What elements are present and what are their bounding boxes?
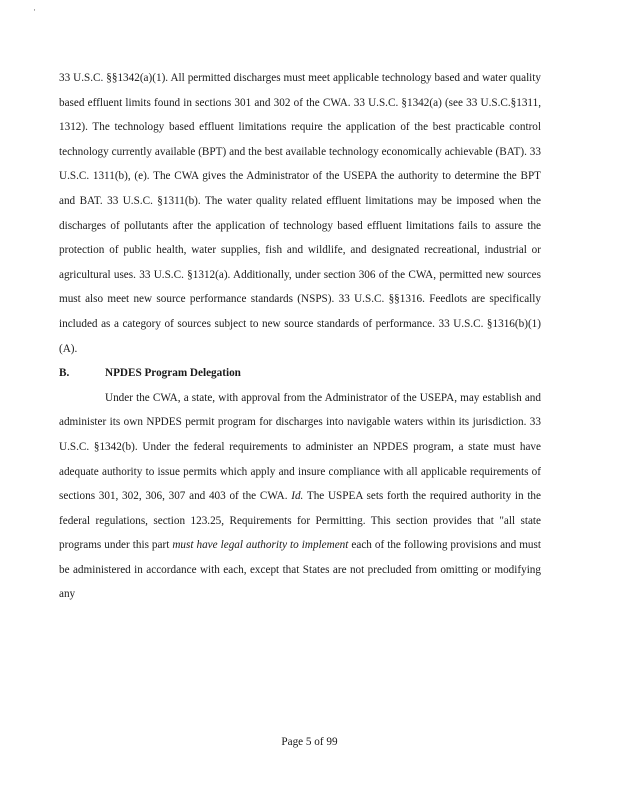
body-paragraph-delegation bbox=[59, 386, 541, 607]
emphasized-text: must have legal authority to implement bbox=[172, 539, 349, 552]
section-heading bbox=[59, 361, 541, 386]
section-title: NPDES Program Delegation bbox=[105, 367, 241, 380]
section-number: B. bbox=[59, 367, 70, 380]
id-citation: Id. bbox=[291, 490, 304, 503]
body-paragraph: 33 U.S.C. §§1342(a)(1). All permitted discharges must meet applicable technology based and water quality based effluent limits found in sections 301 and 302 of the CWA. 33 U.S.C. §1342(a) (see 33 U.S.C.§1311, 1312). The technology based effluent limitations require the application of the best practicable control technology currently available (BPT) and the best available technology economically achievable (BAT). 33 U.S.C. 1311(b), (e). The CWA gives the Administrator of the USEPA the authority to determine the BPT and BAT. 33 U.S.C. §1311(b). The water quality related effluent limitations may be imposed when the discharges of pollutants after the application of technology based effluent limitations fails to assure the protection of public health, water supplies, fish and wildlife, and designated recreational, industrial or agricultural uses. 33 U.S.C. §1312(a). Additionally, under section 306 of the CWA, permitted new sources must also meet new source performance standards (NSPS). 33 U.S.C. §§1316. Feedlots are specifically included as a category of sources subject to new source standards of performance. 33 U.S.C. §1316(b)(1)(A). bbox=[59, 72, 541, 355]
paragraph-text: The USPEA sets forth the required authority in the federal regulations, section 123.25, Requirements for Permitting. This section provides that "all state programs under this part bbox=[59, 490, 541, 552]
page-number-footer: Page 5 of 99 bbox=[281, 736, 338, 748]
scan-corner-mark: · bbox=[33, 5, 36, 15]
paragraph-text: Under the CWA, a state, with approval from the Administrator of the USEPA, may establish and administer its own NPDES permit program for discharges into navigable waters within its jurisdiction. 33 U.S.C. §1342(b). Under the federal requirements to administer an NPDES program, a state must have adequate authority to issue permits which apply and insure compliance with all applicable requirements of sections 301, 302, 306, 307 and 403 of the CWA. bbox=[59, 391, 541, 503]
document-body bbox=[59, 66, 541, 607]
paragraph-text: each of the following provisions and must be administered in accordance with each, except that States are not precluded from omitting or modifying any bbox=[59, 539, 541, 601]
